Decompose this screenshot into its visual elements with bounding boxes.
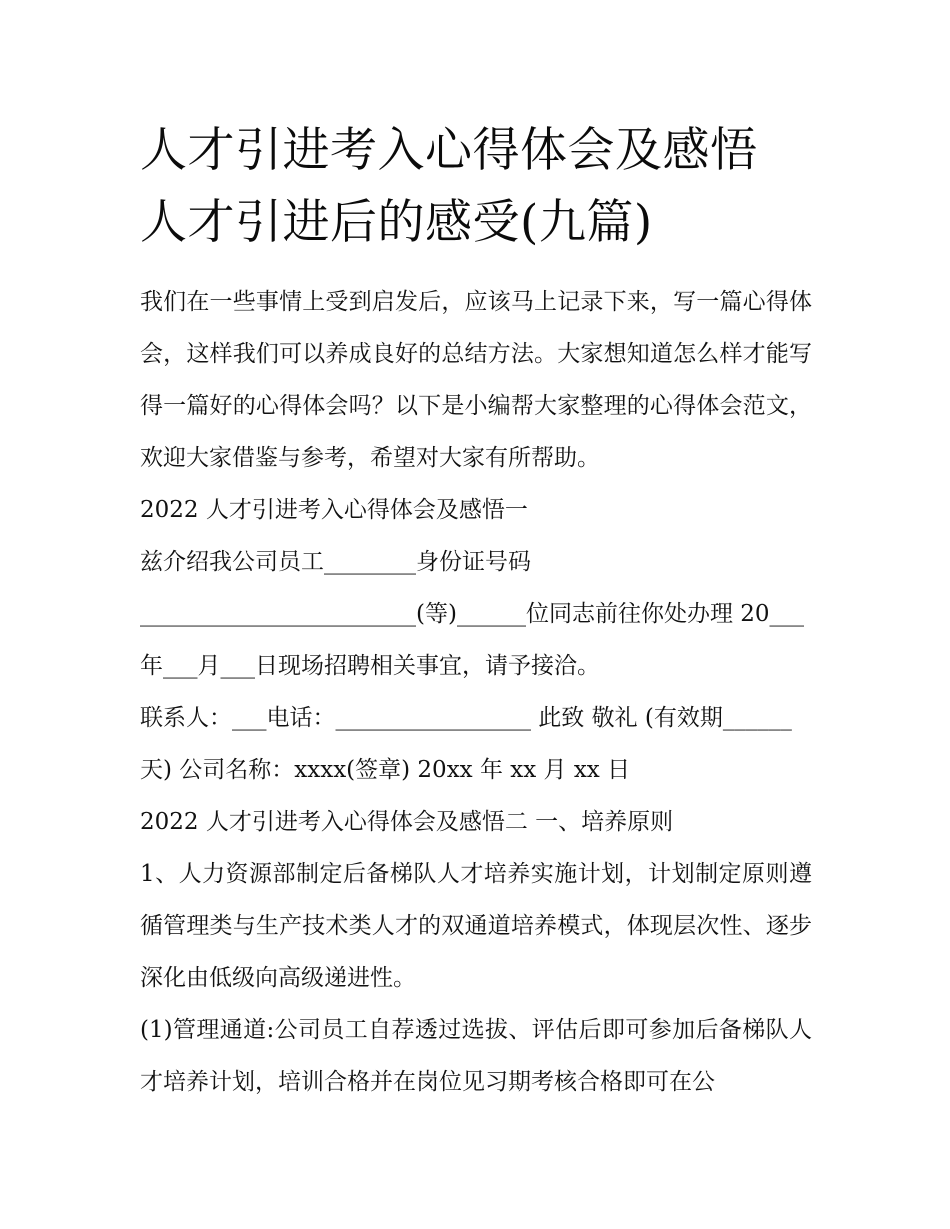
form-line-count: ________________________(等)______位同志前往你处办理 20___ (140, 601, 805, 627)
document-body (140, 276, 812, 1108)
section-heading-1: 2022 人才引进考入心得体会及感悟一 (140, 497, 528, 523)
document-page (140, 115, 812, 1108)
document-title (140, 115, 812, 259)
section-heading-2: 2022 人才引进考入心得体会及感悟二 一、培养原则 (140, 809, 674, 835)
form-line-introduction: 兹介绍我公司员工________身份证号码 (140, 549, 531, 575)
title-line-2: 人才引进后的感受(九篇) (140, 195, 653, 250)
management-channel-paragraph: (1)管理通道:公司员工自荐透过选拔、评估后即可参加后备梯队人才培养计划，培训合格并在岗位见习期考核合格即可在公 (140, 1017, 812, 1095)
form-line-date: 年___月___日现场招聘相关事宜，请予接洽。 (140, 653, 600, 679)
principle-paragraph-1: 1、人力资源部制定后备梯队人才培养实施计划，计划制定原则遵循管理类与生产技术类人才的双通道培养模式，体现层次性、逐步深化由低级向高级递进性。 (140, 861, 812, 991)
intro-paragraph: 我们在一些事情上受到启发后，应该马上记录下来，写一篇心得体会，这样我们可以养成良好的总结方法。大家想知道怎么样才能写得一篇好的心得体会吗？以下是小编帮大家整理的心得体会范文，欢迎大家借鉴与参考，希望对大家有所帮助。 (140, 289, 812, 471)
title-line-1: 人才引进考入心得体会及感悟 (140, 123, 758, 178)
form-line-company: 天) 公司名称：xxxx(签章) 20xx 年 xx 月 xx 日 (140, 757, 631, 783)
form-line-contact: 联系人：___电话：_________________ 此致 敬礼 (有效期______ (140, 705, 792, 731)
